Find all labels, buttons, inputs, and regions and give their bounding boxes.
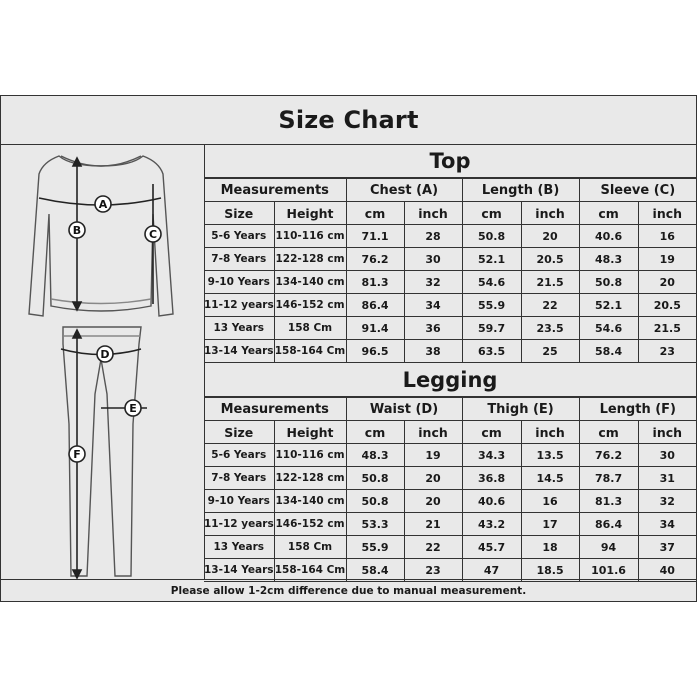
value-cell: 22 [404, 536, 462, 559]
unit-header-cell: cm [462, 421, 521, 444]
top-table-body [204, 179, 696, 363]
value-cell: 54.6 [579, 317, 638, 340]
unit-header-cell: inch [404, 202, 462, 225]
value-cell: 48.3 [579, 248, 638, 271]
size-cell: 13 Years [204, 536, 274, 559]
unit-header-cell: Height [274, 421, 346, 444]
table-row [204, 513, 696, 536]
unit-header-cell: Size [204, 421, 274, 444]
table-row [204, 444, 696, 467]
value-cell: 20 [404, 490, 462, 513]
value-cell: 47 [462, 559, 521, 582]
height-cell: 122-128 cm [274, 467, 346, 490]
value-cell: 81.3 [579, 490, 638, 513]
value-cell: 23.5 [521, 317, 579, 340]
height-cell: 122-128 cm [274, 248, 346, 271]
height-cell: 158-164 Cm [274, 559, 346, 582]
header-row-units [204, 202, 696, 225]
table-row [204, 536, 696, 559]
top-heading: Top [204, 144, 696, 178]
value-cell: 52.1 [462, 248, 521, 271]
size-cell: 13-14 Years [204, 559, 274, 582]
value-cell: 40.6 [579, 225, 638, 248]
value-cell: 23 [638, 340, 696, 363]
value-cell: 34.3 [462, 444, 521, 467]
table-row [204, 317, 696, 340]
size-cell: 9-10 Years [204, 271, 274, 294]
value-cell: 20.5 [521, 248, 579, 271]
value-cell: 40.6 [462, 490, 521, 513]
value-cell: 22 [521, 294, 579, 317]
size-cell: 7-8 Years [204, 248, 274, 271]
value-cell: 45.7 [462, 536, 521, 559]
height-cell: 158 Cm [274, 536, 346, 559]
table-row [204, 490, 696, 513]
value-cell: 34 [404, 294, 462, 317]
height-cell: 146-152 cm [274, 513, 346, 536]
group-header-cell: Chest (A) [346, 179, 462, 202]
header-row-groups [204, 398, 696, 421]
group-header-cell: Waist (D) [346, 398, 462, 421]
value-cell: 50.8 [462, 225, 521, 248]
value-cell: 21 [404, 513, 462, 536]
value-cell: 71.1 [346, 225, 404, 248]
value-cell: 23 [404, 559, 462, 582]
height-cell: 110-116 cm [274, 444, 346, 467]
table-row [204, 248, 696, 271]
legging-heading: Legging [204, 363, 696, 397]
value-cell: 20 [404, 467, 462, 490]
value-cell: 20.5 [638, 294, 696, 317]
label-c: C [148, 228, 158, 241]
unit-header-cell: inch [638, 421, 696, 444]
unit-header-cell: cm [346, 421, 404, 444]
title-row [1, 96, 696, 145]
group-header-cell: Thigh (E) [462, 398, 579, 421]
height-cell: 134-140 cm [274, 271, 346, 294]
value-cell: 55.9 [462, 294, 521, 317]
height-cell: 158-164 Cm [274, 340, 346, 363]
label-b: B [72, 224, 82, 237]
value-cell: 21.5 [521, 271, 579, 294]
size-cell: 7-8 Years [204, 467, 274, 490]
value-cell: 78.7 [579, 467, 638, 490]
value-cell: 25 [521, 340, 579, 363]
chart-title: Size Chart [278, 106, 419, 134]
value-cell: 58.4 [346, 559, 404, 582]
height-cell: 110-116 cm [274, 225, 346, 248]
value-cell: 13.5 [521, 444, 579, 467]
value-cell: 54.6 [462, 271, 521, 294]
value-cell: 48.3 [346, 444, 404, 467]
value-cell: 96.5 [346, 340, 404, 363]
unit-header-cell: inch [521, 421, 579, 444]
label-f: F [73, 448, 81, 461]
value-cell: 50.8 [346, 467, 404, 490]
height-cell: 146-152 cm [274, 294, 346, 317]
value-cell: 53.3 [346, 513, 404, 536]
value-cell: 20 [638, 271, 696, 294]
value-cell: 91.4 [346, 317, 404, 340]
value-cell: 28 [404, 225, 462, 248]
value-cell: 55.9 [346, 536, 404, 559]
value-cell: 86.4 [346, 294, 404, 317]
value-cell: 19 [638, 248, 696, 271]
size-cell: 5-6 Years [204, 444, 274, 467]
unit-header-cell: inch [638, 202, 696, 225]
group-header-cell: Length (F) [579, 398, 696, 421]
table-row [204, 271, 696, 294]
value-cell: 20 [521, 225, 579, 248]
value-cell: 50.8 [346, 490, 404, 513]
value-cell: 59.7 [462, 317, 521, 340]
value-cell: 30 [638, 444, 696, 467]
height-cell: 134-140 cm [274, 490, 346, 513]
unit-header-cell: Height [274, 202, 346, 225]
value-cell: 18.5 [521, 559, 579, 582]
value-cell: 36 [404, 317, 462, 340]
top-table [204, 178, 696, 363]
table-row [204, 294, 696, 317]
legging-table-body [204, 398, 696, 582]
size-cell: 11-12 years [204, 294, 274, 317]
value-cell: 34 [638, 513, 696, 536]
value-cell: 86.4 [579, 513, 638, 536]
size-cell: 13 Years [204, 317, 274, 340]
value-cell: 36.8 [462, 467, 521, 490]
value-cell: 31 [638, 467, 696, 490]
tables-panel [204, 144, 696, 579]
value-cell: 32 [404, 271, 462, 294]
top-section [204, 144, 696, 361]
value-cell: 14.5 [521, 467, 579, 490]
value-cell: 76.2 [346, 248, 404, 271]
unit-header-cell: inch [404, 421, 462, 444]
value-cell: 58.4 [579, 340, 638, 363]
group-header-cell: Measurements [204, 398, 346, 421]
garment-diagram [1, 144, 204, 579]
garment-figure-panel [1, 144, 205, 579]
table-row [204, 225, 696, 248]
value-cell: 18 [521, 536, 579, 559]
value-cell: 17 [521, 513, 579, 536]
table-row [204, 340, 696, 363]
group-header-cell: Measurements [204, 179, 346, 202]
legging-section [204, 362, 696, 580]
value-cell: 30 [404, 248, 462, 271]
value-cell: 63.5 [462, 340, 521, 363]
value-cell: 37 [638, 536, 696, 559]
value-cell: 94 [579, 536, 638, 559]
legging-table [204, 397, 696, 582]
value-cell: 21.5 [638, 317, 696, 340]
group-header-cell: Sleeve (C) [579, 179, 696, 202]
value-cell: 38 [404, 340, 462, 363]
unit-header-cell: cm [579, 202, 638, 225]
size-cell: 13-14 Years [204, 340, 274, 363]
value-cell: 76.2 [579, 444, 638, 467]
value-cell: 52.1 [579, 294, 638, 317]
value-cell: 19 [404, 444, 462, 467]
label-e: E [129, 402, 137, 415]
size-cell: 5-6 Years [204, 225, 274, 248]
unit-header-cell: cm [579, 421, 638, 444]
value-cell: 50.8 [579, 271, 638, 294]
label-a: A [98, 198, 108, 211]
group-header-cell: Length (B) [462, 179, 579, 202]
value-cell: 81.3 [346, 271, 404, 294]
value-cell: 16 [521, 490, 579, 513]
note-row [1, 579, 696, 602]
value-cell: 40 [638, 559, 696, 582]
unit-header-cell: cm [462, 202, 521, 225]
size-chart-frame [0, 95, 697, 602]
label-d: D [100, 348, 110, 361]
header-row-units [204, 421, 696, 444]
value-cell: 101.6 [579, 559, 638, 582]
value-cell: 16 [638, 225, 696, 248]
measurement-note: Please allow 1-2cm difference due to manual measurement. [170, 585, 527, 597]
header-row-groups [204, 179, 696, 202]
height-cell: 158 Cm [274, 317, 346, 340]
value-cell: 32 [638, 490, 696, 513]
unit-header-cell: inch [521, 202, 579, 225]
unit-header-cell: cm [346, 202, 404, 225]
table-row [204, 467, 696, 490]
size-cell: 9-10 Years [204, 490, 274, 513]
value-cell: 43.2 [462, 513, 521, 536]
unit-header-cell: Size [204, 202, 274, 225]
size-cell: 11-12 years [204, 513, 274, 536]
